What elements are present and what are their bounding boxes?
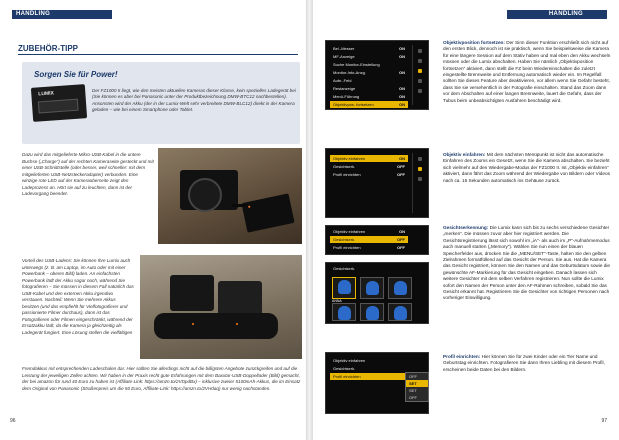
- menu-row: Profil einrichten OFF: [333, 245, 405, 250]
- face-slot: [360, 277, 384, 299]
- popup-option-selected: SET: [406, 380, 428, 387]
- tab-icon: [418, 49, 422, 53]
- section-tab-right: HANDLING: [507, 10, 607, 19]
- tab-icon: [418, 59, 422, 63]
- person-icon: [366, 281, 379, 295]
- tab-icon: [418, 157, 422, 161]
- menu-side-tabs: [412, 45, 426, 105]
- tab-icon: [418, 177, 422, 181]
- charger-led-two: [236, 323, 238, 325]
- face-slot: [332, 277, 356, 299]
- right-page: [313, 0, 619, 440]
- section-tab: HANDLING: [12, 10, 112, 19]
- battery-two: [218, 281, 262, 317]
- camera-powerbank-photo: [158, 148, 302, 244]
- tab-icon: [418, 79, 422, 83]
- face-slot: [360, 303, 384, 321]
- powerbank-led: [248, 206, 250, 208]
- charger-led-one: [192, 323, 194, 325]
- menu-row-selected: Objektivpos. fortsetzen ON: [330, 101, 408, 108]
- tip-headline: Sorgen Sie für Power!: [34, 70, 118, 79]
- face-recognition-screen: [325, 262, 429, 324]
- left-text-third-party: Fremdakkus mit entsprechenden Ladeschalen dar. Hier sollten Sie allerdings nicht auf die billigsten Angebote zurückgreifen und auf die Leistung der jeweiligen Zellen achten. Wir haben in der Praxis recht gute Erfahrungen mit dem Baxxtar-USB-Doppellader (Bild) gemacht, der bei amazon für rund 40 Euro zu haben ist (Affiliate-Link: https://amzn.to/2VDpdBx) – inklusive zweier 5100mAh-Akkus, die im Einsatz dem Original von Panasonic (Straßenpreis um die 50 Euro, Affiliate-Link: https://amzn.to/2VHdaq) nur wenig nachstanden.: [22, 366, 301, 391]
- text-profile-setup: Profil einrichten: Hier können Sie für zwei Kinder oder ein Tier Name und Geburtstag einrichten. Fotografieren Sie dann Ihren Liebling mit diesem Profil, erscheinen beide Daten bei den Bildern.: [443, 354, 605, 372]
- menu-row-selected: Gesichtserk. OFF: [330, 236, 408, 243]
- menu-row-selected: Profil einrichten: [330, 373, 408, 380]
- face-name: ANNA: [332, 299, 342, 303]
- menu-row: Aufn.-Feld: [333, 78, 352, 83]
- book-gutter: [306, 0, 313, 440]
- camera-menu-screen-2: [325, 148, 429, 218]
- tip-body: Der FZ1000 II liegt, wie den meisten aktuellen Kameras dieser Klasse, kein spezielles Ladegerät bei (Sie können es aber bei Panasonic unter der Produktbezeichnung DMW-BTC12 nachbestellen). Ansonsten wird der Akku (der in der Lumix-Welt sehr verbreitete DMW-BLC12) direkt in der Kamera geladen – wie bei einem Smartphone oder Tablet.: [92, 88, 296, 113]
- tab-icon-active: [418, 167, 422, 171]
- charger-cradle: [154, 313, 278, 339]
- profile-popup: [405, 372, 429, 402]
- text-face-recognition: Gesichtserkennung: Die Lumix kann sich bis zu sechs verschiedene Gesichter „merken“. Die müssen zuvor aber hier registriert werden. Die Gesichtsregistrierung lässt sich sowohl im „iA“- als auch im „P“-Aufnahmemodus auch manuell starten („Memory“). Wählen Sie nun einen der blauen Speicherfelder aus, drücken Sie die „MENU/SET“-Taste, halten Sie den gelben Zielrahmen formatfüllend auf das Gesicht der Person. Sie aus. Hat die Kamera das Gesicht registriert, können Sie den Namen und das Geburtsdatum sowie die gewünschte AF-Markierung für das Gesicht eingeben. Danach lassen sich weitere Gesichter mit dem selben Verfahren registrieren. Nun sollte die Lumix sofort den Namen der Person unter den AF-Rahmen schreiben, sobald Sie das Gesicht erkannt hat. Registrieren Sie die Gesichter von richtigen Personen nach vorheriger Einwilligung.: [443, 225, 611, 301]
- person-icon: [338, 280, 351, 294]
- person-icon: [394, 281, 407, 295]
- menu-row: Restanzeige ON: [333, 86, 405, 91]
- left-text-usb-charging: Vorteil des USB-Ladens: Sie können Ihre Lumix auch unterwegs (z. B. am Laptop, im Auto oder mit einer Powerbank – oberes Bild) laden. An einfachsten Powerbank lädt der Akku sogar noch, während Sie fotografieren – Sie müssen in diesem Fall natürlich das USB-Kabel und den externen Akku irgendwo verstauen. Nachteil: Wenn Sie mehrere Akkus besitzen (und das empfiehlt für Vielfotografierer und passionierte Filmer durchaus), dann ist das Fotografieren oder Filmen eingeschränkt, während der Ersatzakku lädt, da die Kamera ja gleichzeitig als Ladegerät fungiert. Eine Lösung stellen die vielfältigen: [22, 258, 134, 335]
- tab-icon: [418, 89, 422, 93]
- camera-lens: [188, 178, 222, 212]
- dual-charger-photo: [140, 255, 302, 359]
- tip-title: ZUBEHÖR-TIPP: [18, 44, 78, 53]
- face-slot: [388, 277, 412, 299]
- left-page: [0, 0, 306, 440]
- person-icon: [366, 306, 379, 320]
- menu-side-tabs: [412, 153, 426, 213]
- left-text-usb-cable: Dazu wird das mitgelieferte Mikro-USB-Kabel in die untere Buchse („Charge“) auf der rechten Kameraseite gesteckt und mit einer USB-Schnittstelle (oder besser, weil schneller: mit dem mitgelieferten USB-Netzsteckeradapter) verbunden. Eine winzige rote LED auf der Kameraoberseite zeigt den Ladeprozess an. Hört sie auf zu leuchten, dann ist der Ladevorgang beendet.: [22, 152, 154, 196]
- menu-row: Objektiv einfahren ON: [333, 229, 405, 234]
- camera-menu-screen-1: [325, 40, 429, 110]
- tip-title-divider: [18, 54, 298, 55]
- menu-row: Suche Monitor-Einstellung: [333, 62, 380, 67]
- battery-stripe: [38, 99, 79, 114]
- menu-row: Objektiv einfahren: [333, 358, 366, 363]
- menu-row-selected: Objektiv einfahren ON: [330, 155, 408, 162]
- camera-menu-screen-3: [325, 225, 429, 255]
- person-icon: [338, 306, 351, 320]
- usb-cable: [232, 204, 248, 207]
- menu-row: MF-Anzeige ON: [333, 54, 405, 59]
- menu-row: Gesichtserk. OFF: [333, 164, 405, 169]
- menu-row: Monitor-Info-Anzg. ON: [333, 70, 405, 75]
- tab-icon-active: [418, 69, 422, 73]
- text-lens-retract: Objektiv einfahren: Mit dem nächsten Menüpunkt ist nicht das automatische Einfahren des Zooms ein Gesetzt, wenn Sie die Kamera abschalten. Sie bezieht sich vielmehr auf den Wiedergabe-Modus der FZ1000 II. Ist „Objektiv einfahren“ aktiviert, dann fährt das Zoom während der Wiedergabe von Bildern oder Videos nach ca. 15 Sekunden automatisch ins Gehäuse zurück.: [443, 152, 610, 183]
- page-number-left: 96: [10, 418, 16, 424]
- face-slot: [388, 303, 412, 321]
- screen-title: Gesichtserk.: [333, 266, 356, 271]
- face-slot: [332, 303, 356, 321]
- battery-one: [170, 275, 214, 311]
- battery-image: [31, 84, 87, 122]
- powerbank: [241, 193, 294, 232]
- tip-box: [22, 62, 300, 144]
- menu-row: Profil einrichten OFF: [333, 172, 405, 177]
- menu-row: Gesichtserk.: [333, 366, 356, 371]
- popup-option: SET: [409, 388, 417, 393]
- popup-option: OFF: [409, 395, 417, 400]
- person-icon: [394, 306, 407, 320]
- battery-brand-label: LUMIX: [38, 90, 55, 98]
- page-number-right: 97: [601, 418, 607, 424]
- menu-row: Menü-Führung ON: [333, 94, 405, 99]
- text-lens-position: Objektivposition fortsetzen: Der Sinn dieser Funktion erschließt sich nicht auf den ersten Blick, dennoch ist sie praktisch, wenn Sie beispielsweise die Kamera für eine längere Session auf dem Stativ haben und mal eben den Akku wechseln müssen oder die Lumix abschalten. Haben Sie nämlich „Objektivposition fortsetzen“ aktiviert, dann stellt die FZ beim Wiedereinschalten die zuletzt eingestellte Brennweite und Entfernung automatisch wieder ein. Im Regelfall sollten Sie dieses Feature aber deaktivieren, vor allem wenn Sie Gefahr besteht, dass Sie sie versehentlich in der Fotografie einschalten. Stand das Zoom dann vor dem Abschalten auf einer langen Brennweite, lauert die Gefahr, dass der Tubus beim unbeabsichtigten Ausfahren beschädigt wird.: [443, 40, 611, 103]
- popup-option: OFF: [409, 374, 417, 379]
- menu-row: Bel.-Messer ON: [333, 46, 405, 51]
